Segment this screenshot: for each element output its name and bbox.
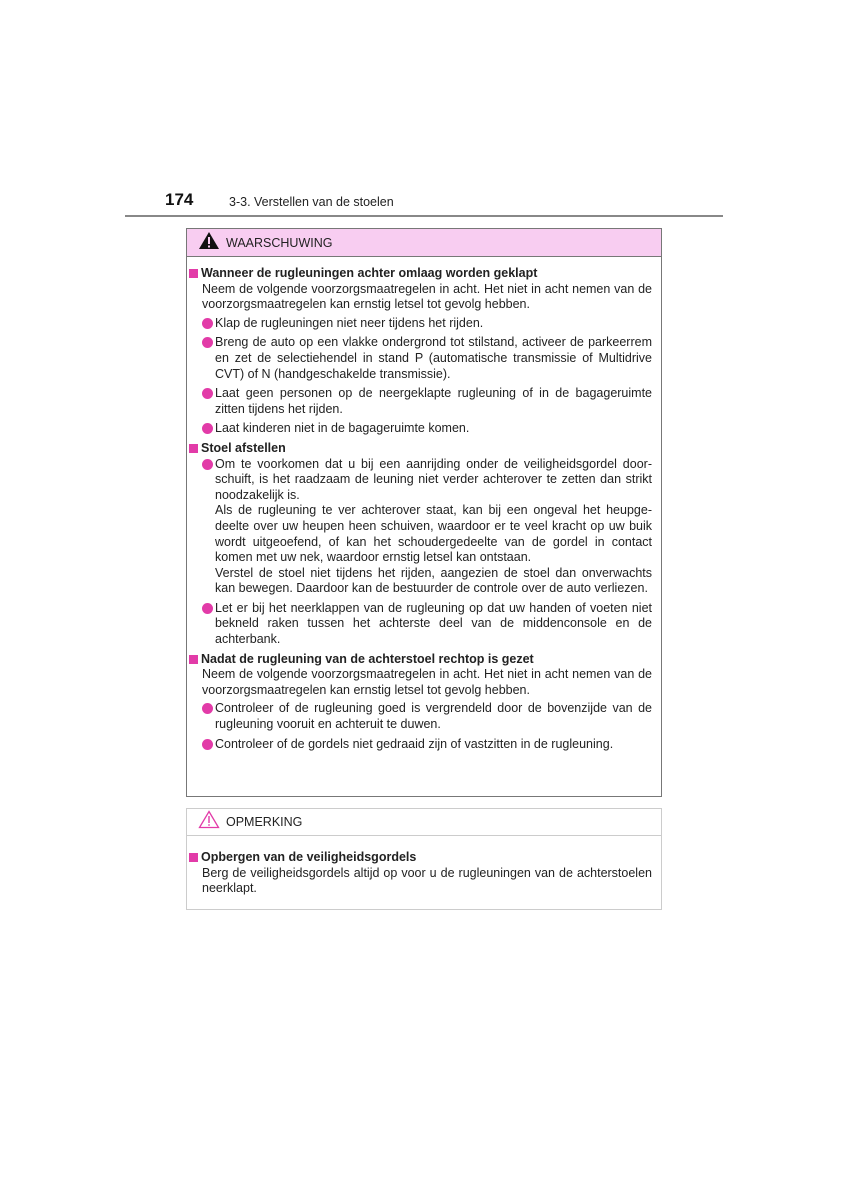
section-heading: Wanneer de rugleuningen achter omlaag worden geklapt — [189, 266, 652, 282]
list-item: Laat kinderen niet in de bagageruimte komen. — [202, 421, 652, 437]
square-bullet-icon — [189, 269, 198, 278]
warning-body — [187, 257, 661, 752]
warning-triangle-icon — [198, 231, 220, 255]
note-box — [186, 808, 662, 910]
note-text: Berg de veiligheidsgordels altijd op voor u de rugleuningen van de achterstoelen neerklapt. — [202, 865, 652, 896]
bullet-dot-icon — [202, 459, 213, 470]
note-header — [187, 809, 661, 836]
list-item: Controleer of de rugleuning goed is vergrendeld door de bovenzijde van de rugleuning vooruit en achteruit te duwen. — [202, 701, 652, 732]
list-item: Controleer of de gordels niet gedraaid zijn of vastzitten in de rugleuning. — [202, 737, 652, 753]
bullet-dot-icon — [202, 318, 213, 329]
note-body — [187, 836, 661, 897]
page-number: 174 — [165, 190, 194, 209]
bullet-dot-icon — [202, 423, 213, 434]
caution-triangle-icon — [198, 810, 220, 834]
note-title: OPMERKING — [226, 815, 303, 829]
square-bullet-icon — [189, 444, 198, 453]
page-header — [125, 188, 723, 218]
bullet-dot-icon — [202, 703, 213, 714]
list-item: Breng de auto op een vlakke ondergrond tot stilstand, activeer de parkeerrem en zet de selectiehendel in stand P (automatische transmissie of Multidrive CVT) of N (handgeschakelde transmissie). — [202, 335, 652, 382]
square-bullet-icon — [189, 853, 198, 862]
header-divider — [125, 215, 723, 217]
bullet-dot-icon — [202, 603, 213, 614]
warning-header — [187, 229, 661, 257]
note-heading: Opbergen van de veiligheidsgordels — [189, 850, 652, 866]
bullet-dot-icon — [202, 388, 213, 399]
section-intro: Neem de volgende voorzorgsmaatregelen in acht. Het niet in acht nemen van de voorzorgsmaatregelen kan ernstig letsel tot gevolg hebben. — [202, 667, 652, 697]
section-heading: Nadat de rugleuning van de achterstoel rechtop is gezet — [189, 652, 652, 668]
list-item: Let er bij het neerklappen van de rugleuning op dat uw handen of voeten niet bekneld raken tussen het achterste deel van de middenconsole en de achterbank. — [202, 601, 652, 648]
list-item: Om te voorkomen dat u bij een aanrijding onder de veiligheidsgordel doorschuift, is het raadzaam de leuning niet verder achterover te zetten dan strikt noodzakelijk is. Als de rugleuning te ver achterover staat, kan bij een ongeval het heupgedeelte over uw heupen heen schuiven, waardoor er te veel kracht op uw buik wordt uitgeoefend, of kan het schoudergedeelte van de gordel in contact komen met uw nek, waardoor ernstig letsel kan ontstaan. Verstel de stoel niet tijdens het rijden, aangezien de stoel dan onverwachts kan bewegen. Daardoor kan de bestuurder de controle over de auto verliezen. — [202, 457, 652, 597]
section-heading: Stoel afstellen — [189, 441, 652, 457]
list-item: Laat geen personen op de neergeklapte rugleuning of in de bagageruimte zitten tijdens het rijden. — [202, 386, 652, 417]
warning-box — [186, 228, 662, 797]
section-intro: Neem de volgende voorzorgsmaatregelen in acht. Het niet in acht nemen van de voorzorgsmaatregelen kan ernstig letsel tot gevolg hebben. — [202, 281, 652, 312]
warning-title: WAARSCHUWING — [226, 235, 333, 250]
bullet-dot-icon — [202, 337, 213, 348]
list-item: Klap de rugleuningen niet neer tijdens het rijden. — [202, 316, 652, 332]
bullet-dot-icon — [202, 739, 213, 750]
section-title: 3-3. Verstellen van de stoelen — [229, 195, 394, 209]
square-bullet-icon — [189, 655, 198, 664]
